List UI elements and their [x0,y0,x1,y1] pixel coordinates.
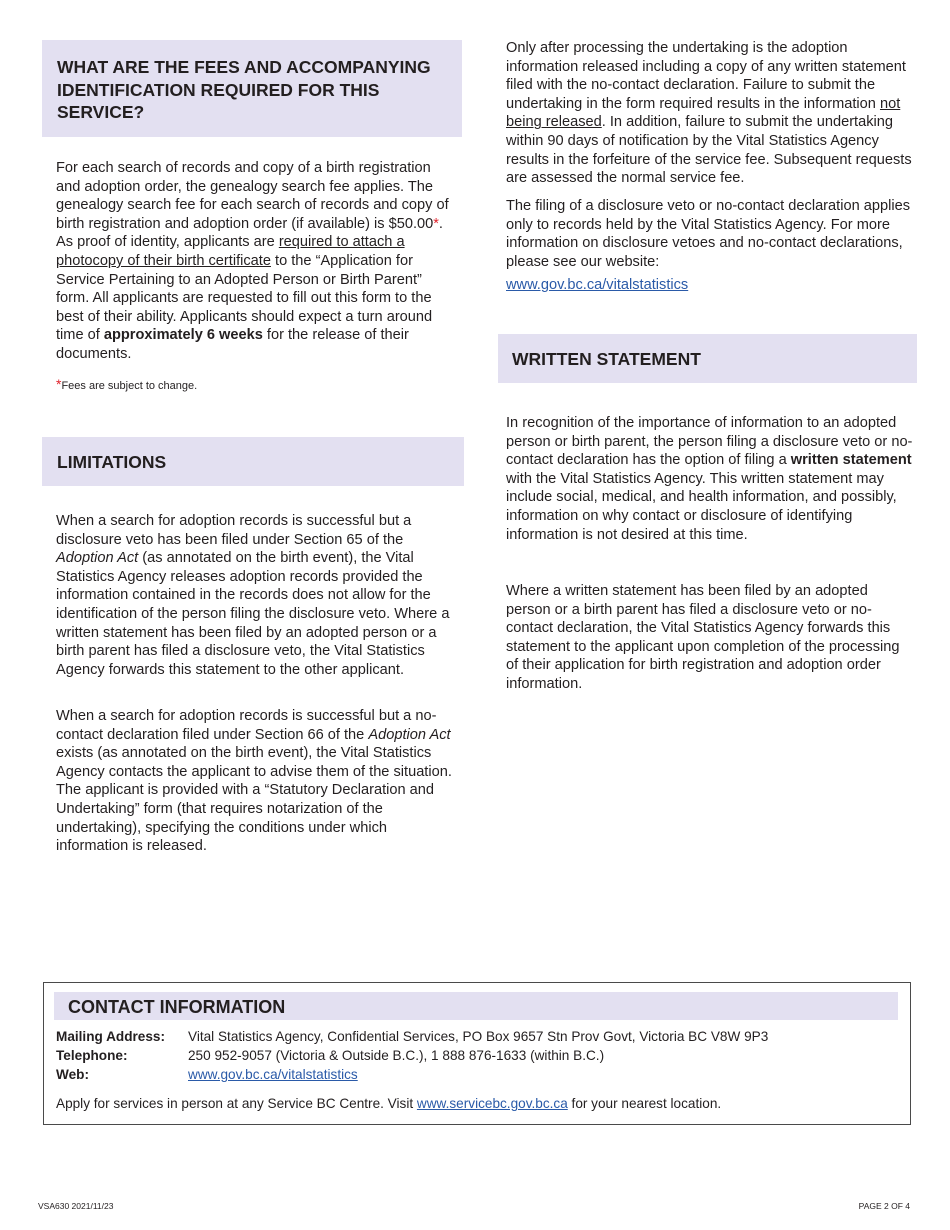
form-id: VSA630 2021/11/23 [38,1201,114,1211]
vitalstatistics-link[interactable]: www.gov.bc.ca/vitalstatistics [506,277,689,293]
fees-paragraph: For each search of records and copy of a birth registration and adoption order, the genealogy search fee applies. The genealogy search fee for each search of records and copy of birth registration and adoption order (if available) is $50.00*. As proof of identity, applicants are required to attach a photocopy of their birth certificate to the “Application for Service Pertaining to an Adopted Person or Birth Parent” form. All applicants are requested to fill out this form to the best of their ability. Applicants should expect a turn around time of approximately 6 weeks for the release of their documents. [56,160,449,362]
telephone-label: Telephone: [56,1048,128,1063]
limitations-paragraph-1: When a search for adoption records is successful but a disclosure veto has been filed under Section 65 of the Adoption Act (as annotated on the birth event), the Vital Statistics Agency releases adoption records provided the information contained in the records does not allow for the identification of the person filing the disclosure veto. Where a written statement has been filed by an adopted person or a birth parent has filed a disclosure veto, the Vital Statistics Agency forwards this statement to the other applicant. [56,513,450,678]
contact-heading: CONTACT INFORMATION [68,997,286,1017]
turnaround-time: approximately 6 weeks [103,327,263,344]
limitations-heading: LIMITATIONS [57,452,167,472]
not-released-text: not being released [506,95,901,131]
fees-heading: WHAT ARE THE FEES AND ACCOMPANYING IDENTIFICATION REQUIRED FOR THIS SERVICE? [57,57,431,122]
mailing-address-value: Vital Statistics Agency, Confidential Services, PO Box 9657 Stn Prov Govt, Victoria BC V8W 9P3 [188,1029,769,1044]
photocopy-requirement: required to attach a photocopy of their birth certificate [56,234,405,269]
written-statement-heading: WRITTEN STATEMENT [512,349,701,369]
written-statement-term: written statement [790,452,912,469]
disclosure-filing-paragraph: The filing of a disclosure veto or no-contact declaration applies only to records held by the Vital Statistics Agency. For more information on disclosure vetoes and no-contact declarations, please see our website: [506,198,910,270]
written-statement-paragraph-2: Where a written statement has been filed by an adopted person or a birth parent has filed a disclosure veto or no-contact declaration, the Vital Statistics Agency forwards this statement to the applicant upon completion of the processing of their application for birth registration and adoption order information. [506,583,900,692]
web-link[interactable]: www.gov.bc.ca/vitalstatistics [188,1067,358,1082]
servicebc-link[interactable]: www.servicebc.gov.bc.ca [416,1096,568,1111]
fees-header-band [42,40,462,137]
mailing-address-label: Mailing Address: [56,1029,166,1044]
contact-information-box [43,982,911,1125]
limitations-header-band [42,437,464,486]
contact-header-band [54,992,898,1020]
written-statement-header-band [498,334,917,383]
fee-asterisk: * [433,215,439,232]
web-label: Web: [56,1067,89,1082]
undertaking-paragraph: Only after processing the undertaking is the adoption information released including a copy of any written statement filed with the no-contact declaration. Failure to submit the undertaking in the form required results in the information not being released. In addition, failure to submit the undertaking within 90 days of notification by the Vital Statistics Agency results in the forfeiture of the service fee. Subsequent requests are assessed the normal service fee. [506,40,912,187]
telephone-value: 250 952-9057 (Victoria & Outside B.C.), 1 888 876-1633 (within B.C.) [188,1048,605,1063]
written-statement-paragraph-1: In recognition of the importance of information to an adopted person or birth parent, the person filing a disclosure veto or no-contact declaration has the option of filing a written statement with the Vital Statistics Agency. This written statement may include social, medical, and health information, and possibly, information on why contact or disclosure of identifying information is not desired at this time. [506,415,913,543]
limitations-paragraph-2: When a search for adoption records is successful but a no-contact declaration filed under Section 66 of the Adoption Act exists (as annotated on the birth event), the Vital Statistics Agency contacts the applicant to advise them of the situation. The applicant is provided with a “Statutory Declaration and Undertaking” form (that requires notarization of the undertaking), specifying the conditions under which information is released. [56,708,452,855]
vitalstatistics-link-paragraph [506,276,916,295]
fees-note: *Fees are subject to change. [56,376,198,392]
apply-in-person-row: Apply for services in person at any Service BC Centre. Visit www.servicebc.gov.bc.ca for your nearest location. [56,1096,722,1111]
page-number: PAGE 2 OF 4 [858,1201,910,1211]
